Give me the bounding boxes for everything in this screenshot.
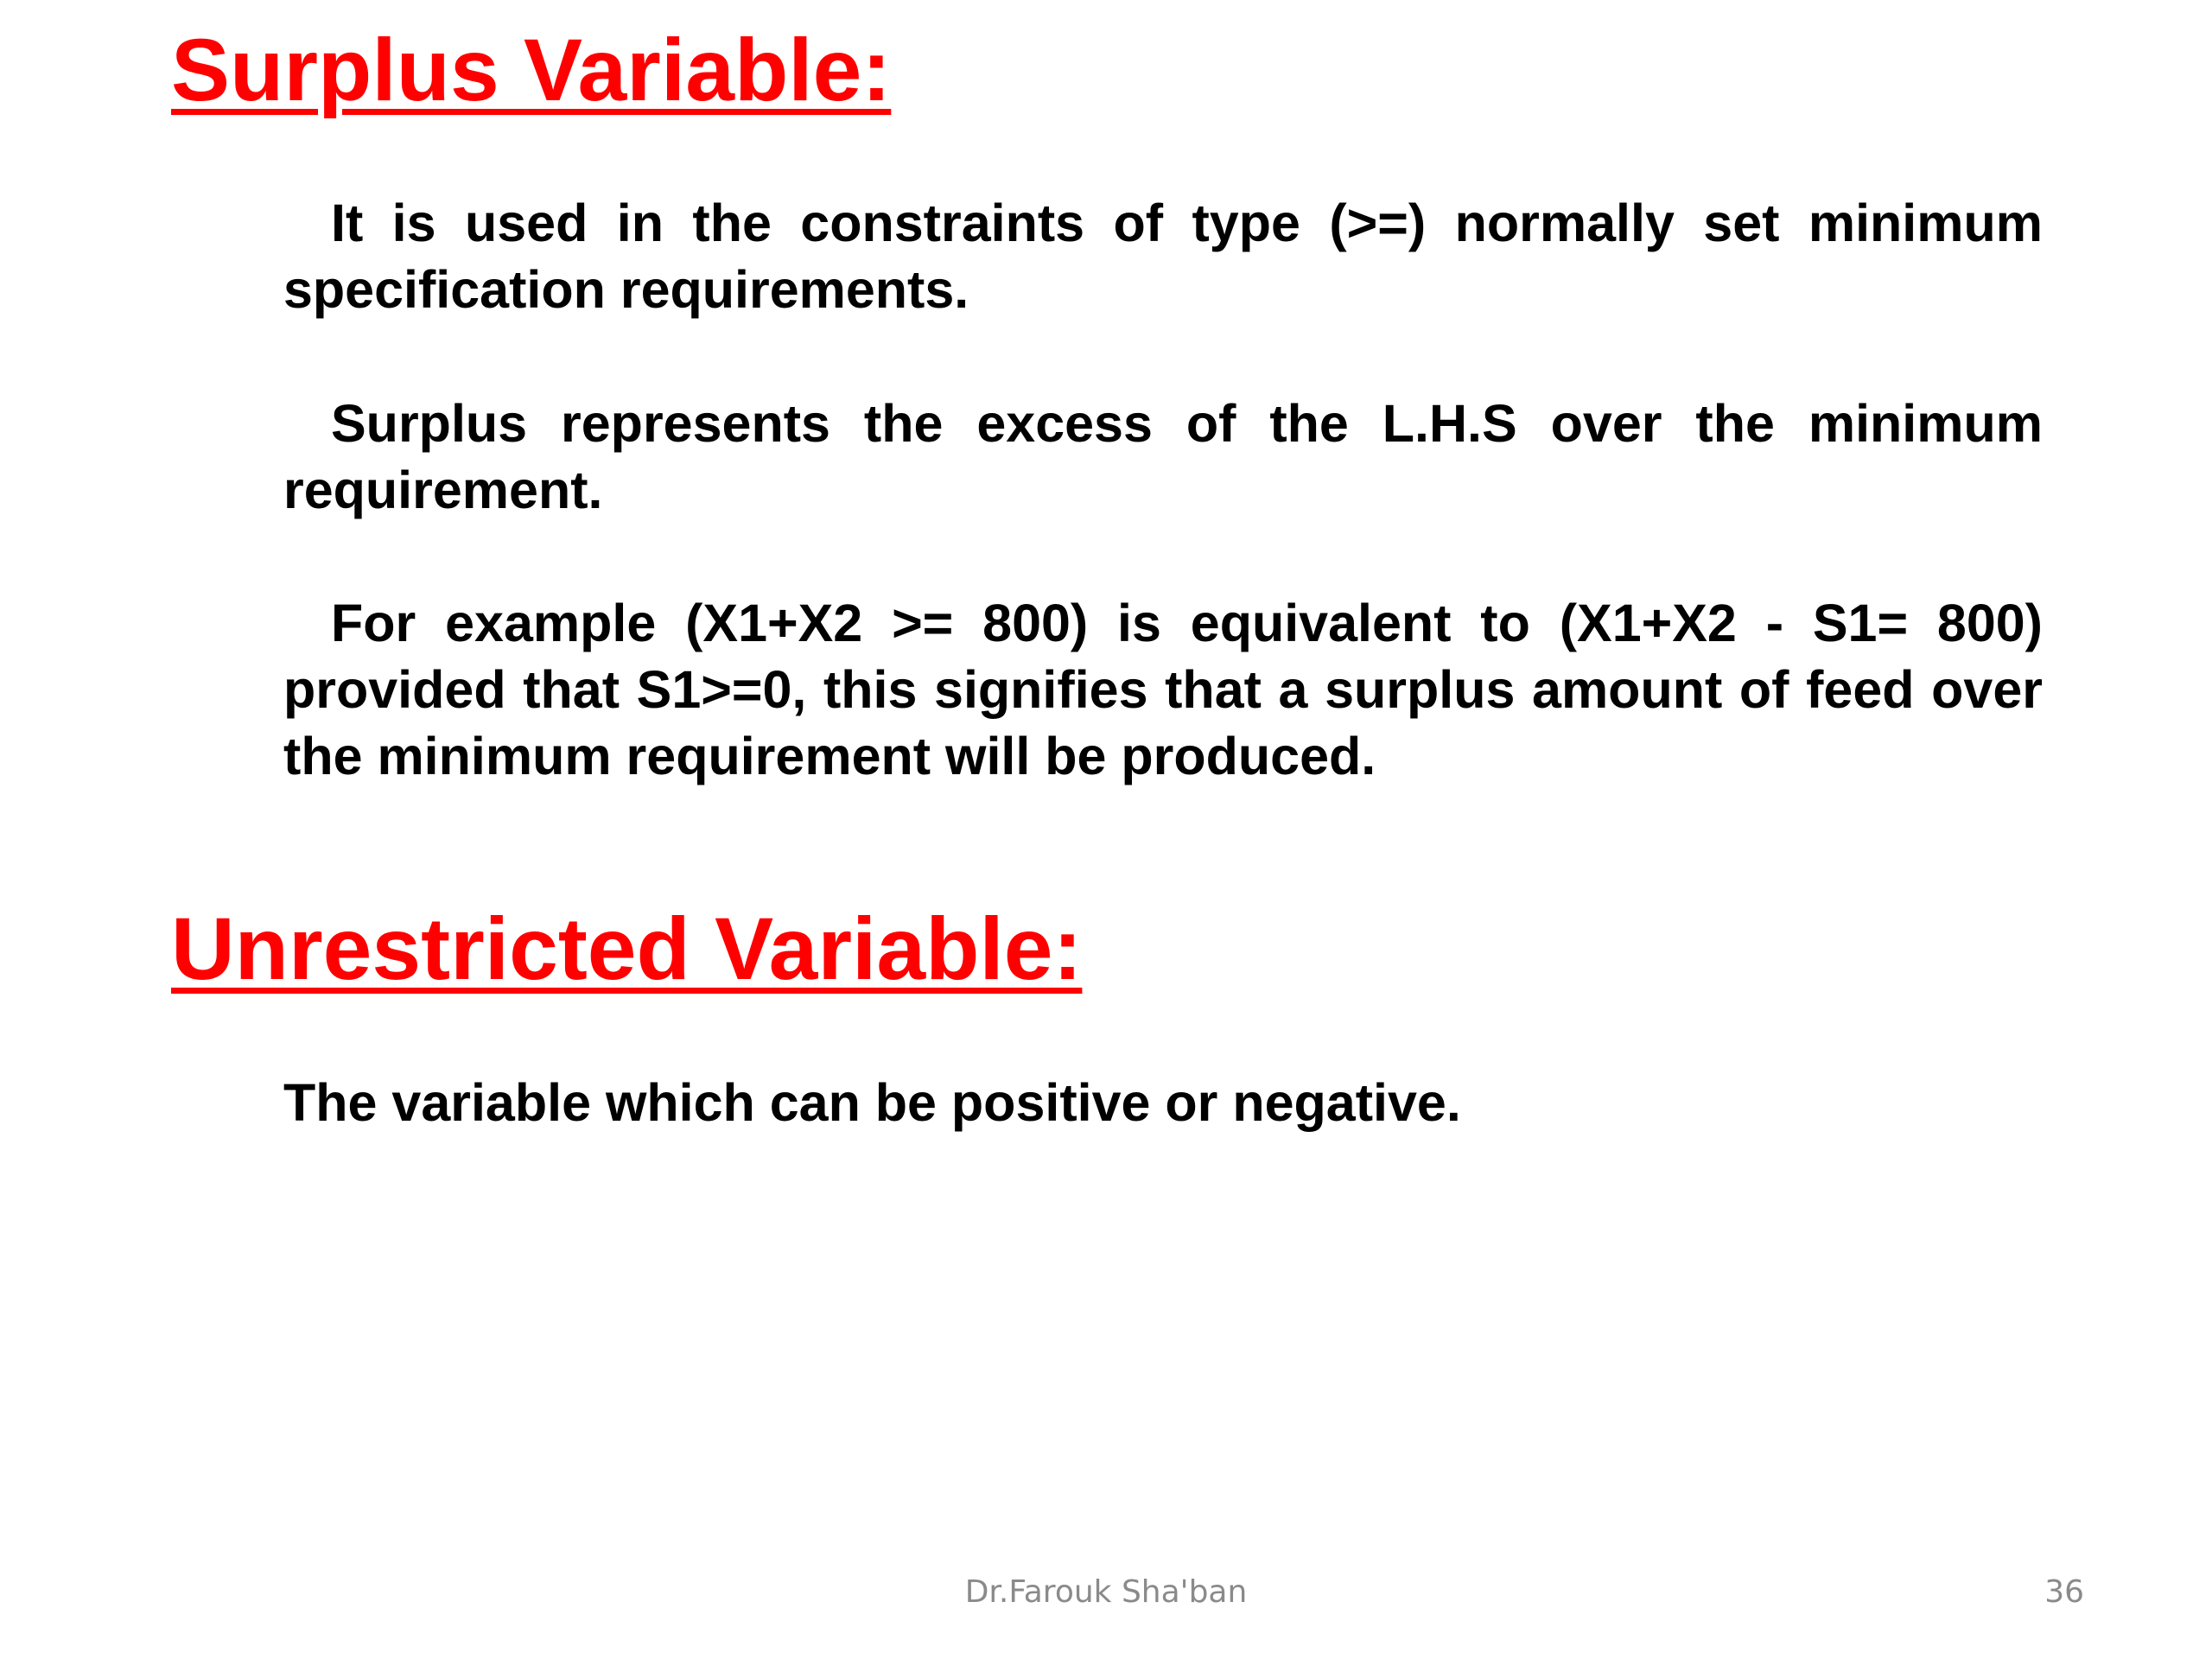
paragraph-surplus-definition: Surplus represents the excess of the L.H.S over the minimum requirement.	[283, 394, 2043, 519]
footer-author: Dr.Farouk Sha'ban	[964, 1574, 1248, 1610]
section-heading-surplus-variable: Surplus Variable:	[171, 21, 892, 119]
section-heading-unrestricted-variable: Unrestricted Variable:	[171, 899, 1083, 998]
paragraph-unrestricted-definition: The variable which can be positive or negative.	[283, 1073, 1461, 1132]
paragraph-surplus-example: For example (X1+X2 >= 800) is equivalent to (X1+X2 - S1= 800) provided that S1>=0, this signifies that a surplus amount of feed over the minimum requirement will be produced.	[283, 594, 2043, 785]
paragraph-surplus-usage: It is used in the constraints of type (>=) normally set minimum specification requirements.	[283, 194, 2043, 319]
page-number: 36	[2044, 1574, 2084, 1610]
